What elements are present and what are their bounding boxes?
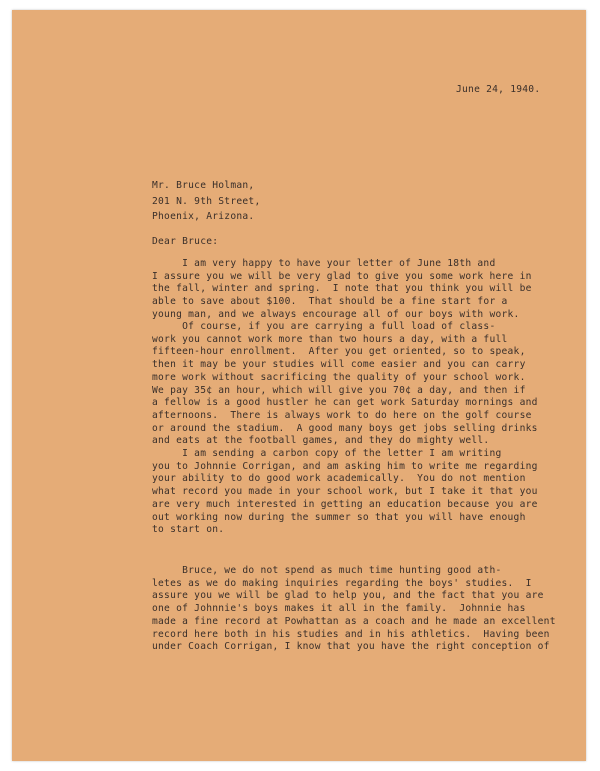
- paragraph-line: your ability to do good work academically. You do not mention: [152, 473, 526, 485]
- letter-date: June 24, 1940.: [456, 84, 541, 95]
- salutation: Dear Bruce:: [152, 236, 219, 247]
- recipient-street: 201 N. 9th Street,: [152, 196, 261, 207]
- paragraph-4: [152, 565, 556, 654]
- paragraph-line: We pay 35¢ an hour, which will give you 70¢ a day, and then if: [152, 384, 526, 396]
- paragraph-line: I am very happy to have your letter of June 18th and: [152, 258, 496, 269]
- recipient-city: Phoenix, Arizona.: [152, 211, 255, 222]
- paragraph-line: and eats at the football games, and they do mighty well.: [152, 435, 490, 447]
- paragraph-3: [152, 448, 538, 537]
- paragraph-line: young man, and we always encourage all of our boys with work.: [152, 308, 520, 320]
- paragraph-line: the fall, winter and spring. I note that you think you will be: [152, 283, 532, 295]
- paragraph-line: are very much interested in getting an education because you are: [152, 498, 538, 510]
- paragraph-line: more work without sacrificing the quality of your school work.: [152, 371, 526, 383]
- paragraph-line: out working now during the summer so that you will have enough: [152, 511, 526, 523]
- paragraph-line: to start on.: [152, 524, 225, 536]
- paragraph-line: Bruce, we do not spend as much time hunting good ath-: [152, 565, 502, 576]
- paragraph-1: [152, 258, 532, 322]
- paragraph-line: afternoons. There is always work to do here on the golf course: [152, 409, 532, 421]
- paragraph-line: Of course, if you are carrying a full load of class-: [152, 321, 496, 332]
- paragraph-line: I assure you we will be very glad to give you some work here in: [152, 270, 532, 282]
- paragraph-line: under Coach Corrigan, I know that you have the right conception of: [152, 641, 550, 653]
- paragraph-line: then it may be your studies will come easier and you can carry: [152, 359, 526, 371]
- paragraph-line: record here both in his studies and in his athletics. Having been: [152, 628, 550, 640]
- paragraph-line: fifteen-hour enrollment. After you get oriented, so to speak,: [152, 346, 526, 358]
- paragraph-line: a fellow is a good hustler he can get work Saturday mornings and: [152, 397, 538, 409]
- paragraph-line: you to Johnnie Corrigan, and am asking him to write me regarding: [152, 460, 538, 472]
- paragraph-line: assure you we will be glad to help you, and the fact that you are: [152, 590, 544, 602]
- paragraph-line: or around the stadium. A good many boys get jobs selling drinks: [152, 422, 538, 434]
- paragraph-line: work you cannot work more than two hours a day, with a full: [152, 333, 508, 345]
- paragraph-line: made a fine record at Powhattan as a coach and he made an excellent: [152, 615, 556, 627]
- paragraph-line: I am sending a carbon copy of the letter I am writing: [152, 448, 502, 459]
- letter-page: [12, 10, 586, 761]
- paragraph-2: [152, 321, 538, 448]
- paragraph-line: one of Johnnie's boys makes it all in the family. Johnnie has: [152, 603, 526, 615]
- paragraph-line: letes as we do making inquiries regarding the boys' studies. I: [152, 577, 532, 589]
- paragraph-line: able to save about $100. That should be a fine start for a: [152, 296, 508, 308]
- paragraph-line: what record you made in your school work, but I take it that you: [152, 486, 538, 498]
- recipient-name: Mr. Bruce Holman,: [152, 180, 255, 191]
